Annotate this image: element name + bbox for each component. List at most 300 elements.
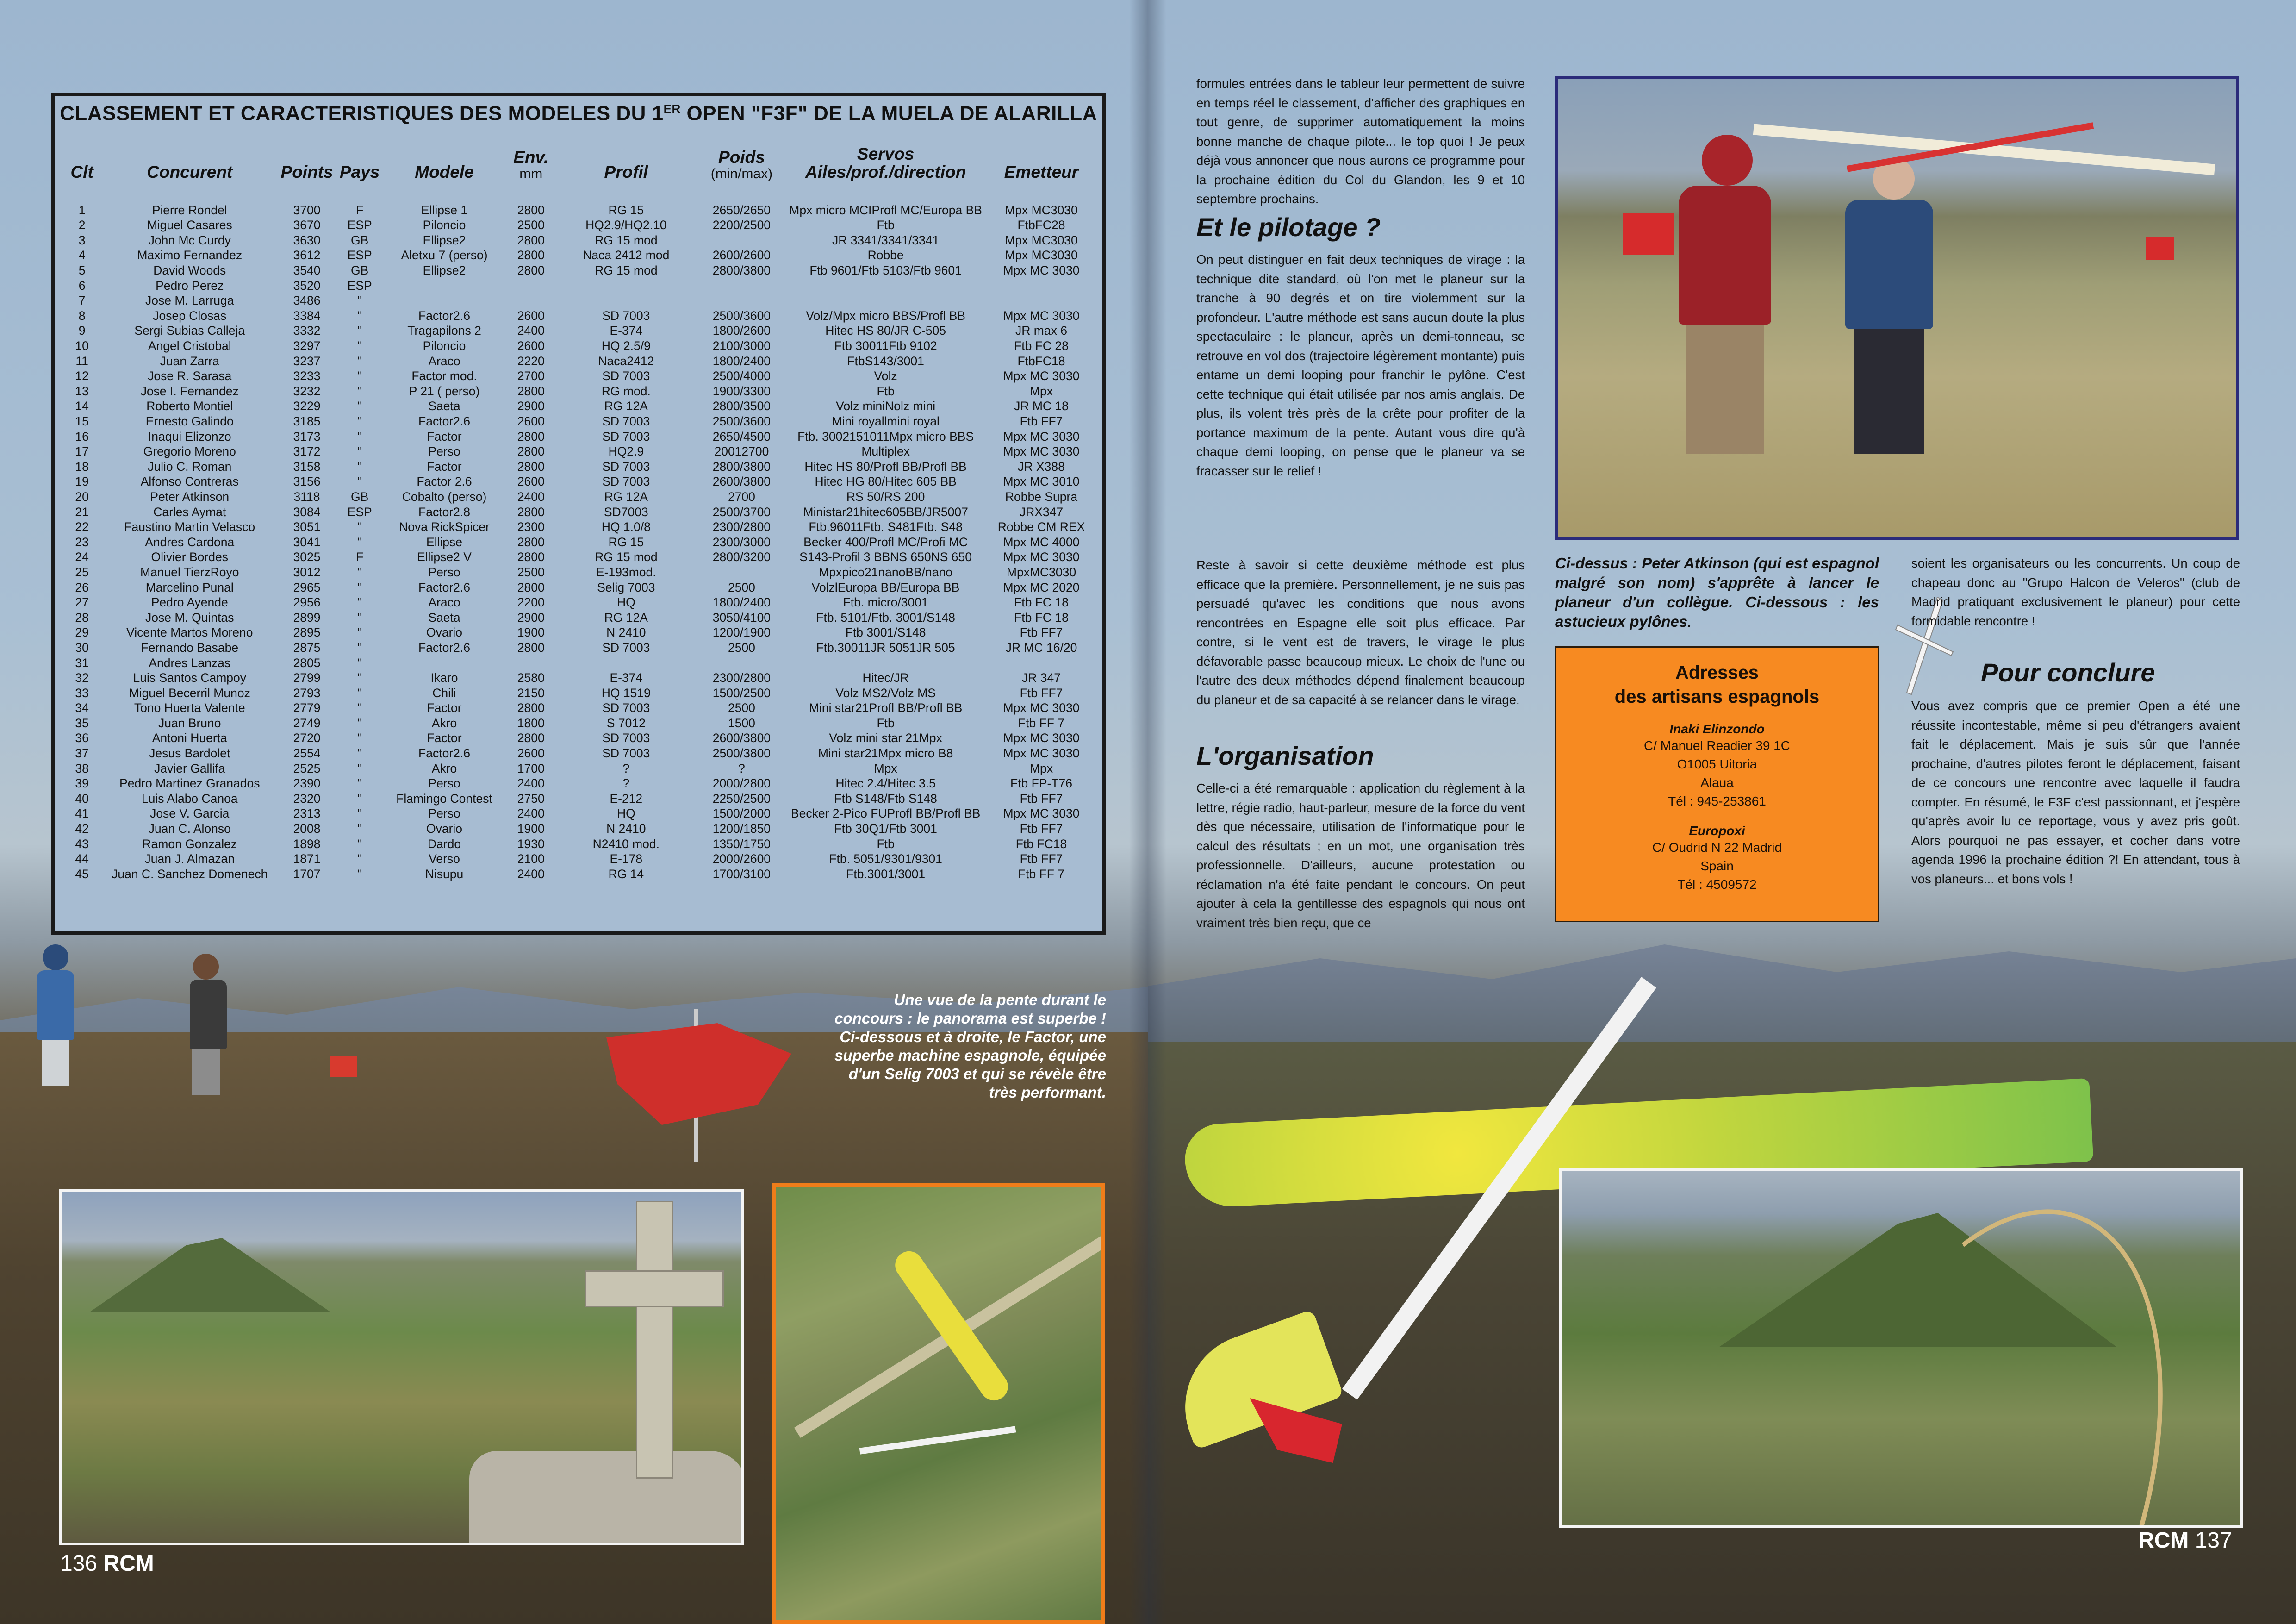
cell-servos: Ftb	[877, 837, 895, 851]
cell-country: "	[357, 852, 362, 866]
cell-span: 2600	[517, 746, 545, 761]
cell-servos: Ftb 3001/S148	[845, 625, 926, 640]
cell-weight: 2500	[728, 580, 755, 594]
cell-name: Gregorio Moreno	[143, 444, 236, 459]
cell-country: "	[357, 535, 362, 549]
table-header-spacer	[64, 181, 1101, 203]
cell-country: "	[357, 640, 362, 655]
cell-points: 2720	[293, 731, 321, 745]
cell-rank: 25	[75, 565, 89, 579]
cell-model: Nisupu	[425, 867, 464, 881]
cell-name: Jose M. Quintas	[145, 610, 234, 625]
cell-weight: 2100/3000	[712, 339, 771, 353]
cell-country: "	[357, 822, 362, 836]
cell-profile: RG mod.	[601, 384, 651, 398]
cell-rank: 5	[78, 263, 86, 278]
table-row	[64, 505, 1101, 520]
cell-weight: 2650/4500	[712, 429, 771, 443]
cell-rank: 26	[75, 580, 89, 594]
cell-name: Jose V. Garcia	[150, 806, 230, 821]
cell-profile: HQ2.9/HQ2.10	[585, 218, 667, 232]
cell-model: Dardo	[427, 837, 461, 851]
cell-rank: 32	[75, 671, 89, 685]
cell-name: Peter Atkinson	[150, 489, 230, 504]
cell-profile: E-374	[610, 671, 643, 685]
cell-points: 1871	[293, 852, 321, 866]
pilot-figure	[190, 954, 222, 1097]
cell-tx	[982, 278, 1101, 294]
cell-tx: Ftb FP-T76	[1010, 776, 1072, 791]
cell-country: "	[357, 791, 362, 806]
glider-wing-shape	[1753, 124, 2215, 175]
cell-model: Factor 2.6	[417, 475, 472, 489]
article-text-organisation: Celle-ci a été remarquable : application du règlement à la lettre, régie radio, haut-parleur, mesure de la force du vent dès que nécessaire, utilisation de l'informatique pour le calcul des résultats ; en un mot, une organisation très professionnelle. D'ailleurs, aucune protestation ou réclamation n'a été faite pendant le concours. On peut ajouter à cela la gentillesse des espagnols qui nous ont vraiment très bien reçu, que ce	[1196, 781, 1525, 930]
address-line: O1005 Uitoria	[1677, 757, 1757, 771]
cell-rank: 21	[75, 505, 89, 519]
cell-tx: Mpx MC 3030	[1003, 444, 1080, 459]
cell-points: 3084	[293, 505, 321, 519]
page-number-left	[60, 1551, 154, 1576]
cell-span	[504, 278, 559, 294]
cell-points: 3332	[293, 324, 321, 338]
cell-weight: 2500/3600	[712, 414, 771, 428]
cell-tx: Ftb FC 18	[1014, 610, 1069, 625]
cell-span: 2750	[517, 791, 545, 806]
cell-weight: 2000/2800	[712, 776, 771, 791]
table-row	[64, 459, 1101, 475]
caption-slope-view: Une vue de la pente durant le concours : le panorama est superbe ! Ci-dessous et à droite, le Factor, une superbe machine espagnole, équipée d'un Selig 7003 et qui se révèle être très performant.	[834, 991, 1106, 1101]
article-text-method: Reste à savoir si cette deuxième méthode est plus efficace que la première. Personnellement, je ne suis pas persuadé qu'avec les conditions que nous avons rencontrées en Espagne elle soit plus efficace. Par contre, si le vent est de travers, le virage le plus défavorable passe beaucoup mieux. Le choix de l'une ou l'autre des deux méthodes dépend finalement beaucoup du planeur et de sa capacité à se relancer dans le virage.	[1196, 558, 1525, 707]
cell-span: 2300	[517, 520, 545, 534]
cell-country: F	[356, 203, 364, 217]
header-span	[504, 143, 559, 181]
cell-model	[385, 293, 504, 308]
cell-profile: ?	[622, 761, 630, 775]
cell-country: "	[357, 369, 362, 383]
cell-span: 2150	[517, 686, 545, 700]
cell-rank: 15	[75, 414, 89, 428]
cell-weight: 2200/2500	[712, 218, 771, 232]
cell-country: "	[357, 746, 362, 761]
cell-weight: 2500	[728, 640, 755, 655]
table-row	[64, 414, 1101, 429]
cell-profile: SD 7003	[602, 746, 650, 761]
cell-profile: Naca 2412 mod	[583, 248, 670, 262]
cell-rank: 13	[75, 384, 89, 398]
cell-name: David Woods	[153, 263, 226, 278]
cell-name: Angel Cristobal	[148, 339, 231, 353]
pylon-pole-arc	[1736, 1168, 2229, 1528]
cell-points: 3540	[293, 263, 321, 278]
cell-span: 2400	[517, 489, 545, 504]
cell-profile: SD 7003	[602, 308, 650, 323]
cell-span: 2400	[517, 776, 545, 791]
cell-name: Miguel Becerril Munoz	[129, 686, 250, 700]
cell-span: 1930	[517, 837, 545, 851]
address-box-title	[1556, 661, 1878, 709]
caption-atkinson: Ci-dessus : Peter Atkinson (qui est espagnol malgré son nom) s'apprête à lancer le planeur d'un collègue. Ci-dessous : les astucieux pylônes.	[1555, 555, 1879, 630]
address-company-1: Inaki Elinzondo	[1669, 722, 1765, 736]
table-row	[64, 233, 1101, 248]
cell-model: Akro	[431, 761, 457, 775]
cell-model: Ellipse	[426, 535, 463, 549]
cell-weight	[694, 293, 790, 308]
cell-tx: Robbe Supra	[1005, 489, 1078, 504]
cell-weight: 1500	[728, 716, 755, 730]
cross-horizontal-beam	[585, 1270, 724, 1307]
cell-weight: 2500/3700	[712, 505, 771, 519]
cell-profile: E-374	[610, 324, 643, 338]
cell-model: Saeta	[428, 610, 460, 625]
cell-model: Ikaro	[430, 671, 458, 685]
cell-servos: Robbe	[867, 248, 904, 262]
cell-name: Marcelino Punal	[145, 580, 234, 594]
cell-weight: 2650/2650	[712, 203, 771, 217]
header-weight-unit: (min/max)	[710, 166, 773, 182]
table-title-text: CLASSEMENT ET CARACTERISTIQUES DES MODELES DU 1	[60, 102, 664, 125]
cell-servos	[789, 656, 982, 671]
cell-name: Fernando Basabe	[141, 640, 239, 655]
cell-name: Inaqui Elizonzo	[148, 429, 231, 443]
cell-span: 2800	[517, 248, 545, 262]
cell-weight: 1800/2400	[712, 354, 771, 368]
table-row	[64, 369, 1101, 384]
header-name: Concurent	[147, 162, 233, 181]
cell-tx	[982, 293, 1101, 308]
address-title-line-1: Adresses	[1675, 662, 1759, 683]
cell-span: 2500	[517, 565, 545, 579]
cell-rank: 39	[75, 776, 89, 791]
cell-name: Julio C. Roman	[148, 459, 232, 474]
cell-rank: 37	[75, 746, 89, 761]
cell-model: Factor	[427, 459, 462, 474]
cell-tx: JR max 6	[1015, 324, 1067, 338]
cell-profile: SD7003	[604, 505, 648, 519]
page-number-value: 137	[2195, 1528, 2232, 1553]
cell-points: 3025	[293, 550, 321, 564]
cell-model: Ellipse2 V	[417, 550, 472, 564]
cell-rank: 31	[75, 656, 89, 670]
cell-span: 2800	[517, 203, 545, 217]
table-row	[64, 323, 1101, 338]
cell-span: 2900	[517, 399, 545, 413]
cell-span: 2500	[517, 218, 545, 232]
cell-tx: Mpx MC 2020	[1003, 580, 1080, 594]
cell-rank: 10	[75, 339, 89, 353]
cell-servos: Volz miniNolz mini	[836, 399, 936, 413]
cell-name: Roberto Montiel	[146, 399, 233, 413]
cell-rank: 16	[75, 429, 89, 443]
cell-rank: 4	[78, 248, 86, 262]
cell-span: 2400	[517, 867, 545, 881]
cell-weight: 2600/2600	[712, 248, 771, 262]
cell-points: 2805	[293, 656, 321, 670]
cell-rank: 3	[78, 233, 86, 247]
cell-name: Ernesto Galindo	[145, 414, 234, 428]
cell-span: 2600	[517, 475, 545, 489]
header-profile: Profil	[604, 162, 648, 181]
cell-profile: RG 15	[608, 535, 644, 549]
cell-rank: 6	[78, 278, 86, 293]
cell-servos: Ftb	[877, 384, 895, 398]
cell-points: 2899	[293, 610, 321, 625]
table-row	[64, 338, 1101, 354]
cell-model: Perso	[428, 776, 460, 791]
cell-rank: 1	[78, 203, 86, 217]
cell-country: "	[357, 475, 362, 489]
cell-weight: 1350/1750	[712, 837, 771, 851]
cell-points: 3297	[293, 339, 321, 353]
cell-points: 3156	[293, 475, 321, 489]
cell-servos: Ftb. 5051/9301/9301	[829, 852, 942, 866]
cell-country: ESP	[347, 278, 372, 293]
rock-shape	[469, 1451, 744, 1545]
cell-model: Perso	[428, 565, 460, 579]
table-row	[64, 686, 1101, 701]
cell-name: Juan C. Alonso	[148, 822, 231, 836]
cell-model: Ellipse 1	[421, 203, 468, 217]
cell-rank: 2	[78, 218, 86, 232]
cell-span: 2100	[517, 852, 545, 866]
cell-servos: Ftb S148/Ftb S148	[834, 791, 937, 806]
cell-model: Araco	[428, 354, 460, 368]
cell-model: Akro	[431, 716, 457, 730]
cell-rank: 44	[75, 852, 89, 866]
article-text-intro: formules entrées dans le tableur leur permettent de suivre en temps réel le classement, d'afficher des graphiques en tout genre, de supprimer automatiquement la moins bonne manche de chaque pilote... le top quoi ! Je peux déjà vous annoncer que nous aurons ce programme pour la prochaine édition du Col du Glandon, les 9 et 10 septembre prochains.	[1196, 76, 1525, 206]
cell-profile: HQ 2.5/9	[601, 339, 651, 353]
cell-points: 3520	[293, 278, 321, 293]
cell-profile: SD 7003	[602, 369, 650, 383]
cell-points: 2390	[293, 776, 321, 791]
cell-weight: 2800/3200	[712, 550, 771, 564]
cell-country: "	[357, 354, 362, 368]
cell-servos: Ftb.30011JR 5051JR 505	[816, 640, 955, 655]
cell-tx: Ftb FF 7	[1018, 716, 1065, 730]
cell-points: 2313	[293, 806, 321, 821]
cell-model: Chili	[432, 686, 456, 700]
address-title-line-2: des artisans espagnols	[1614, 687, 1820, 707]
cell-servos: Ftb	[877, 218, 895, 232]
table-row	[64, 399, 1101, 414]
cell-servos: Ftb.3001/3001	[846, 867, 926, 881]
cell-span: 2220	[517, 354, 545, 368]
photo-stone-cross	[59, 1189, 744, 1545]
cell-profile: RG 15	[608, 203, 644, 217]
cell-country: "	[357, 610, 362, 625]
cell-model: Factor	[427, 701, 462, 715]
cell-tx: Mpx MC 3030	[1003, 550, 1080, 564]
header-servos: Servos Ailes/prof./direction	[805, 144, 966, 181]
article-text-conclusion: Vous avez compris que ce premier Open a été une réussite incontestable, même si peu d'étrangers avaient fait le déplacement. Mais je suis sûr que l'année prochaine, d'autres pilotes feront le déplacement, faisant de ce concours une rencontre avec laquelle il faudra compter. En résumé, le F3F c'est passionnant, et j'espère qu'après avoir lu ce reportage, vous y avez pris goût. Alors pourquoi ne pas essayer, et cocher dans votre agenda 1996 la prochaine édition ?! En attendant, tous à vos planeurs... et bons vols !	[1911, 699, 2240, 886]
cell-servos: RS 50/RS 200	[846, 489, 925, 504]
cell-servos: Hitec HS 80/JR C-505	[825, 324, 946, 338]
cell-tx	[982, 656, 1101, 671]
cell-points: 1707	[293, 867, 321, 881]
cell-profile: N2410 mod.	[592, 837, 660, 851]
cell-points: 2008	[293, 822, 321, 836]
table-title-end: OPEN "F3F" DE LA MUELA DE ALARILLA	[680, 102, 1097, 125]
cell-country: "	[357, 459, 362, 474]
cell-profile: Selig 7003	[597, 580, 655, 594]
table-row	[64, 791, 1101, 806]
cell-points: 3158	[293, 459, 321, 474]
cell-country: "	[357, 595, 362, 610]
cell-servos: Mini star21Profl BB/Profl BB	[809, 701, 963, 715]
cell-points: 3700	[293, 203, 321, 217]
magazine-logo-text: RCM	[2138, 1528, 2189, 1553]
cell-weight: 1500/2000	[712, 806, 771, 821]
cell-profile: SD 7003	[602, 429, 650, 443]
cell-points: 3185	[293, 414, 321, 428]
cell-weight: 1900/3300	[712, 384, 771, 398]
table-row	[64, 746, 1101, 761]
cell-span	[504, 656, 559, 671]
table-row	[64, 384, 1101, 399]
cell-profile: Naca2412	[598, 354, 654, 368]
cell-tx: Mpx MC 3030	[1003, 806, 1080, 821]
cell-country: "	[357, 399, 362, 413]
cell-servos: Hitec HS 80/Profl BB/Profl BB	[804, 459, 967, 474]
cell-servos: Volz mini star 21Mpx	[829, 731, 942, 745]
cell-profile: ?	[622, 776, 630, 791]
cell-servos: Ftb. 3002151011Mpx micro BBS	[797, 429, 974, 443]
cell-name: Javier Gallifa	[154, 761, 225, 775]
cell-points: 3233	[293, 369, 321, 383]
table-row	[64, 821, 1101, 837]
cell-country: "	[357, 580, 362, 594]
cell-span: 2900	[517, 610, 545, 625]
cell-rank: 8	[78, 308, 86, 323]
cell-model: Verso	[429, 852, 460, 866]
cell-weight: 2500/3600	[712, 308, 771, 323]
cell-weight: 1500/2500	[712, 686, 771, 700]
cell-servos: Hitec/JR	[862, 671, 909, 685]
cell-span: 2800	[517, 640, 545, 655]
table-row	[64, 263, 1101, 278]
cell-profile: SD 7003	[602, 475, 650, 489]
cell-model: Saeta	[428, 399, 460, 413]
cell-rank: 41	[75, 806, 89, 821]
cell-points: 3118	[293, 489, 320, 504]
cell-name: Jose M. Larruga	[145, 294, 234, 308]
cell-model: Factor2.6	[418, 580, 470, 594]
cell-rank: 27	[75, 595, 89, 610]
table-row	[64, 761, 1101, 776]
table-row	[64, 429, 1101, 444]
results-table-body	[64, 203, 1101, 882]
cell-tx: Mpx MC3030	[1005, 248, 1078, 262]
cell-weight: 1800/2400	[712, 595, 771, 610]
cell-name: John Mc Curdy	[148, 233, 231, 247]
heading-organisation: L'organisation	[1196, 741, 1374, 770]
cell-servos: Ftb 30011Ftb 9102	[834, 339, 937, 353]
cell-model: Perso	[428, 444, 460, 459]
cell-rank: 30	[75, 640, 89, 655]
cell-tx: JR X388	[1018, 459, 1065, 474]
page-gutter	[1129, 0, 1166, 1624]
cell-tx: Mpx MC 3030	[1003, 263, 1080, 278]
cell-span: 1900	[517, 625, 545, 640]
address-line: Alaua	[1700, 775, 1734, 790]
cell-tx: Mpx MC3030	[1005, 203, 1078, 217]
cell-rank: 7	[78, 294, 86, 308]
cell-span: 2800	[517, 444, 545, 459]
results-table-panel	[51, 93, 1106, 935]
cross-vertical-beam	[636, 1201, 673, 1479]
table-row	[64, 203, 1101, 218]
cell-country: GB	[351, 489, 369, 504]
cell-span: 2700	[517, 369, 545, 383]
table-row	[64, 625, 1101, 640]
cell-name: Antoni Huerta	[152, 731, 227, 745]
cell-span	[504, 293, 559, 308]
cell-model: Flamingo Contest	[396, 791, 492, 806]
cell-profile	[558, 293, 694, 308]
cell-points: 2554	[293, 746, 321, 761]
cell-weight	[694, 565, 790, 580]
cell-country: ESP	[347, 505, 372, 519]
cell-tx: Ftb FF7	[1020, 414, 1063, 428]
cell-rank: 19	[75, 475, 89, 489]
cell-weight: 2500	[728, 701, 755, 715]
cell-name: Juan J. Almazan	[144, 852, 235, 866]
cell-profile: HQ2.9	[608, 444, 644, 459]
cell-weight: 2500/4000	[712, 369, 771, 383]
cell-rank: 45	[75, 867, 89, 881]
cell-points: 1898	[293, 837, 321, 851]
cell-weight	[694, 233, 790, 248]
cell-model: Piloncio	[423, 339, 466, 353]
cell-points: 3229	[293, 399, 321, 413]
table-row	[64, 278, 1101, 294]
cell-tx: Mpx MC 3030	[1003, 308, 1080, 323]
cell-profile: SD 7003	[602, 459, 650, 474]
magazine-logo-text: RCM	[103, 1551, 154, 1576]
cell-rank: 14	[75, 399, 89, 413]
glider-fuselage-shape	[859, 1426, 1016, 1454]
cell-rank: 23	[75, 535, 89, 549]
cell-servos: Ministar21hitec605BB/JR5007	[803, 505, 968, 519]
table-row	[64, 248, 1101, 263]
cell-tx: Mpx MC 3030	[1003, 731, 1080, 745]
photo-glider-over-fields	[772, 1183, 1105, 1624]
cell-country: "	[357, 565, 362, 579]
header-points: Points	[280, 162, 333, 181]
cell-name: Jesus Bardolet	[149, 746, 230, 761]
table-row	[64, 595, 1101, 610]
cell-model: Ellipse2	[423, 263, 466, 278]
cell-tx: Mpx MC3030	[1005, 233, 1078, 247]
cell-name: Maximo Fernandez	[137, 248, 243, 262]
cell-points: 3670	[293, 218, 321, 232]
cell-servos: Ftb. micro/3001	[843, 595, 928, 610]
cell-span: 2800	[517, 505, 545, 519]
cell-tx: Mpx	[1029, 384, 1053, 398]
cell-tx: Ftb FF7	[1020, 625, 1063, 640]
cell-model: Factor2.6	[418, 308, 470, 323]
cell-span: 2800	[517, 384, 545, 398]
cell-points: 3051	[293, 520, 321, 534]
cell-name: Manuel TierzRoyo	[140, 565, 239, 579]
cell-name: Pierre Rondel	[152, 203, 227, 217]
cell-servos: Mpxpico21nanoBB/nano	[819, 565, 952, 579]
cell-country: "	[357, 761, 362, 775]
cell-servos: FtbS143/3001	[847, 354, 924, 368]
cell-name: Alfonso Contreras	[140, 475, 239, 489]
cell-profile: RG 15 mod	[595, 550, 658, 564]
cell-tx: MpxMC3030	[1006, 565, 1076, 579]
table-header-row	[64, 143, 1101, 181]
